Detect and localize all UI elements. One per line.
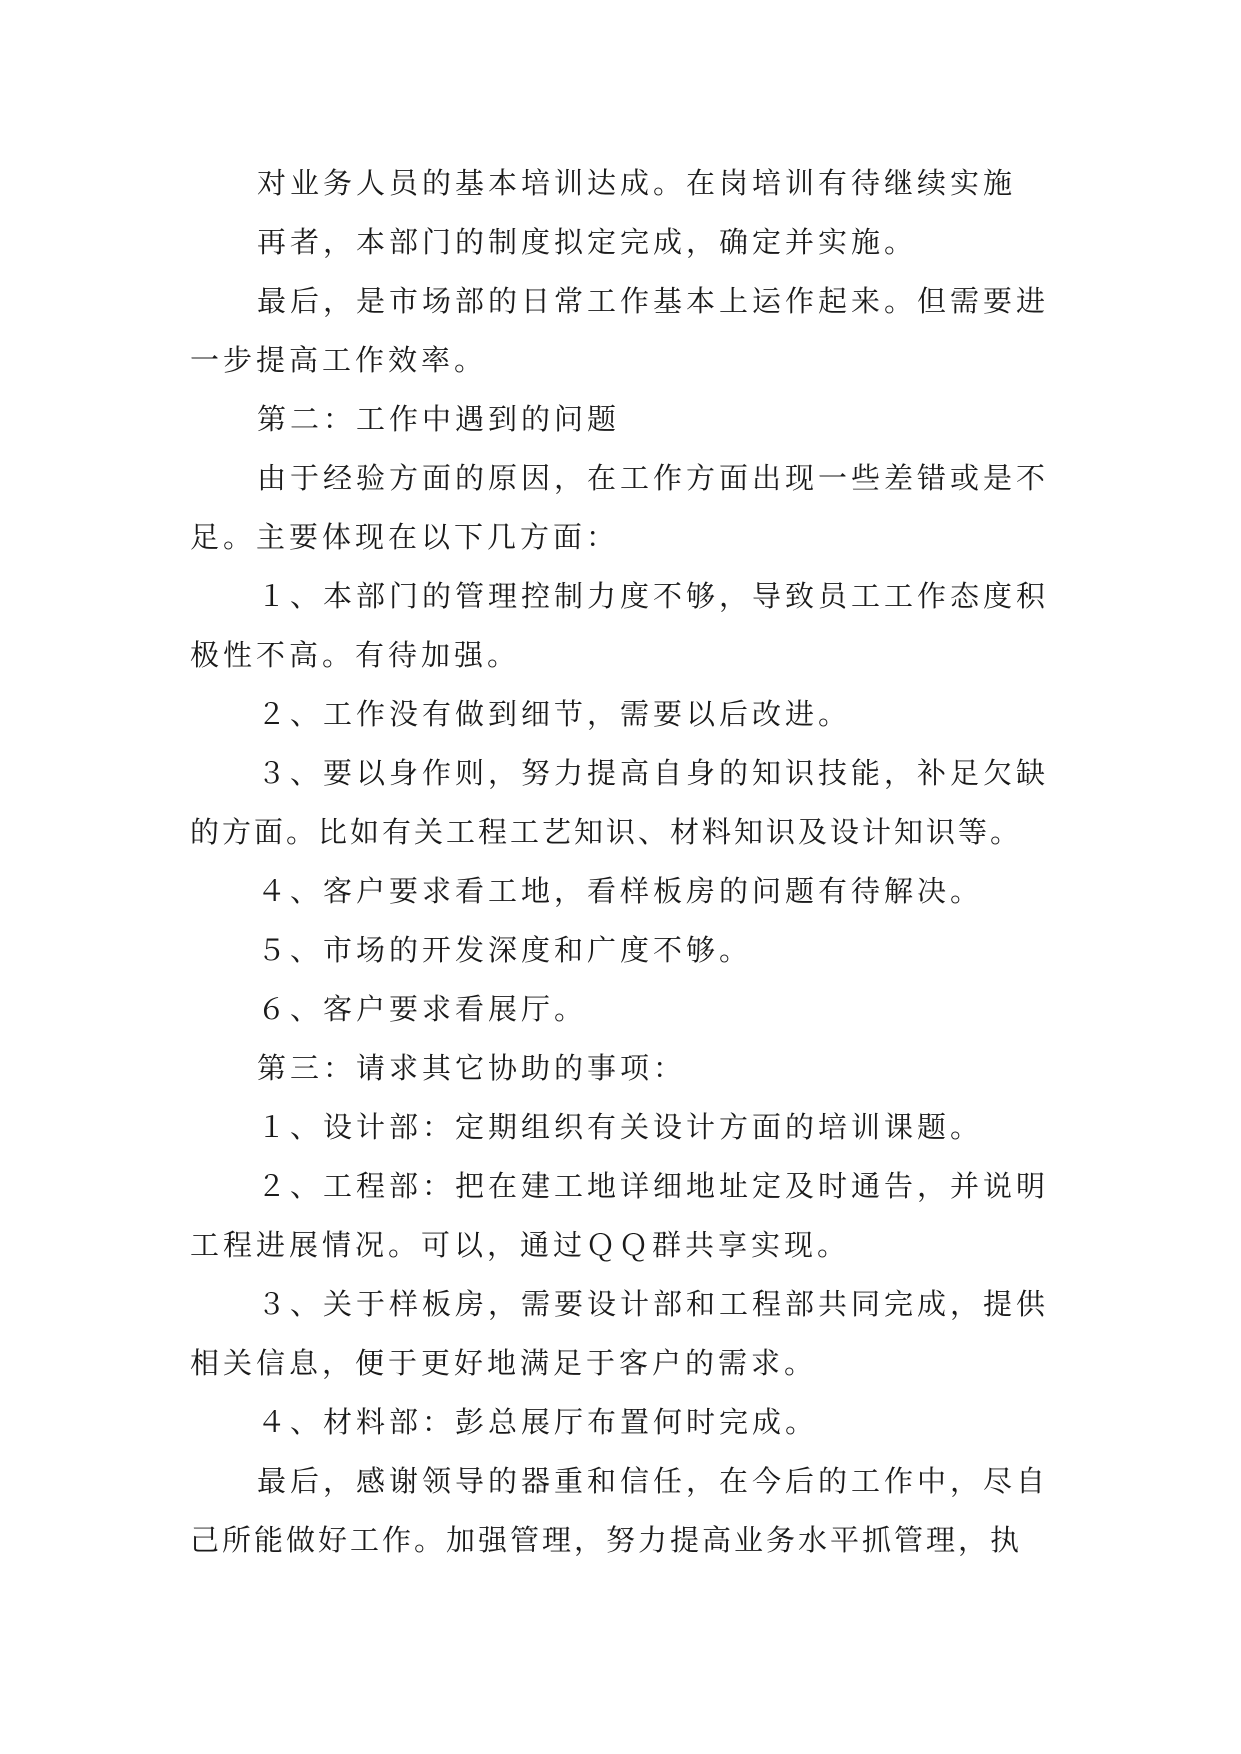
text-line: 最后，是市场部的日常工作基本上运作起来。但需要进: [257, 284, 1050, 318]
text-line: 最后，感谢领导的器重和信任，在今后的工作中，尽自: [257, 1464, 1050, 1498]
section-heading: 第二：工作中遇到的问题: [257, 402, 621, 436]
section-heading: 第三：请求其它协助的事项：: [257, 1051, 687, 1085]
text-line: 对业务人员的基本培训达成。在岗培训有待继续实施: [257, 166, 1017, 200]
text-line: 足。主要体现在以下几方面：: [190, 520, 620, 554]
text-line: 己所能做好工作。加强管理，努力提高业务水平抓管理，执: [190, 1523, 1023, 1557]
list-item: ２、工程部：把在建工地详细地址定及时通告，并说明: [257, 1169, 1050, 1203]
list-item: ４、客户要求看工地，看样板房的问题有待解决。: [257, 874, 984, 908]
list-item: １、本部门的管理控制力度不够，导致员工工作态度积: [257, 579, 1050, 613]
list-item: ２、工作没有做到细节，需要以后改进。: [257, 697, 852, 731]
list-item: ４、材料部：彭总展厅布置何时完成。: [257, 1405, 819, 1439]
list-item: ５、市场的开发深度和广度不够。: [257, 933, 753, 967]
text-line: 相关信息，便于更好地满足于客户的需求。: [190, 1346, 818, 1380]
text-line: 再者，本部门的制度拟定完成，确定并实施。: [257, 225, 918, 259]
text-line: 的方面。比如有关工程工艺知识、材料知识及设计知识等。: [190, 815, 1023, 849]
text-line: 极性不高。有待加强。: [190, 638, 521, 672]
text-line: 工程进展情况。可以，通过ＱＱ群共享实现。: [190, 1228, 851, 1262]
list-item: ３、关于样板房，需要设计部和工程部共同完成，提供: [257, 1287, 1050, 1321]
text-line: 由于经验方面的原因，在工作方面出现一些差错或是不: [257, 461, 1050, 495]
list-item: ６、客户要求看展厅。: [257, 992, 588, 1026]
list-item: １、设计部：定期组织有关设计方面的培训课题。: [257, 1110, 984, 1144]
text-line: 一步提高工作效率。: [190, 343, 488, 377]
list-item: ３、要以身作则，努力提高自身的知识技能，补足欠缺: [257, 756, 1050, 790]
